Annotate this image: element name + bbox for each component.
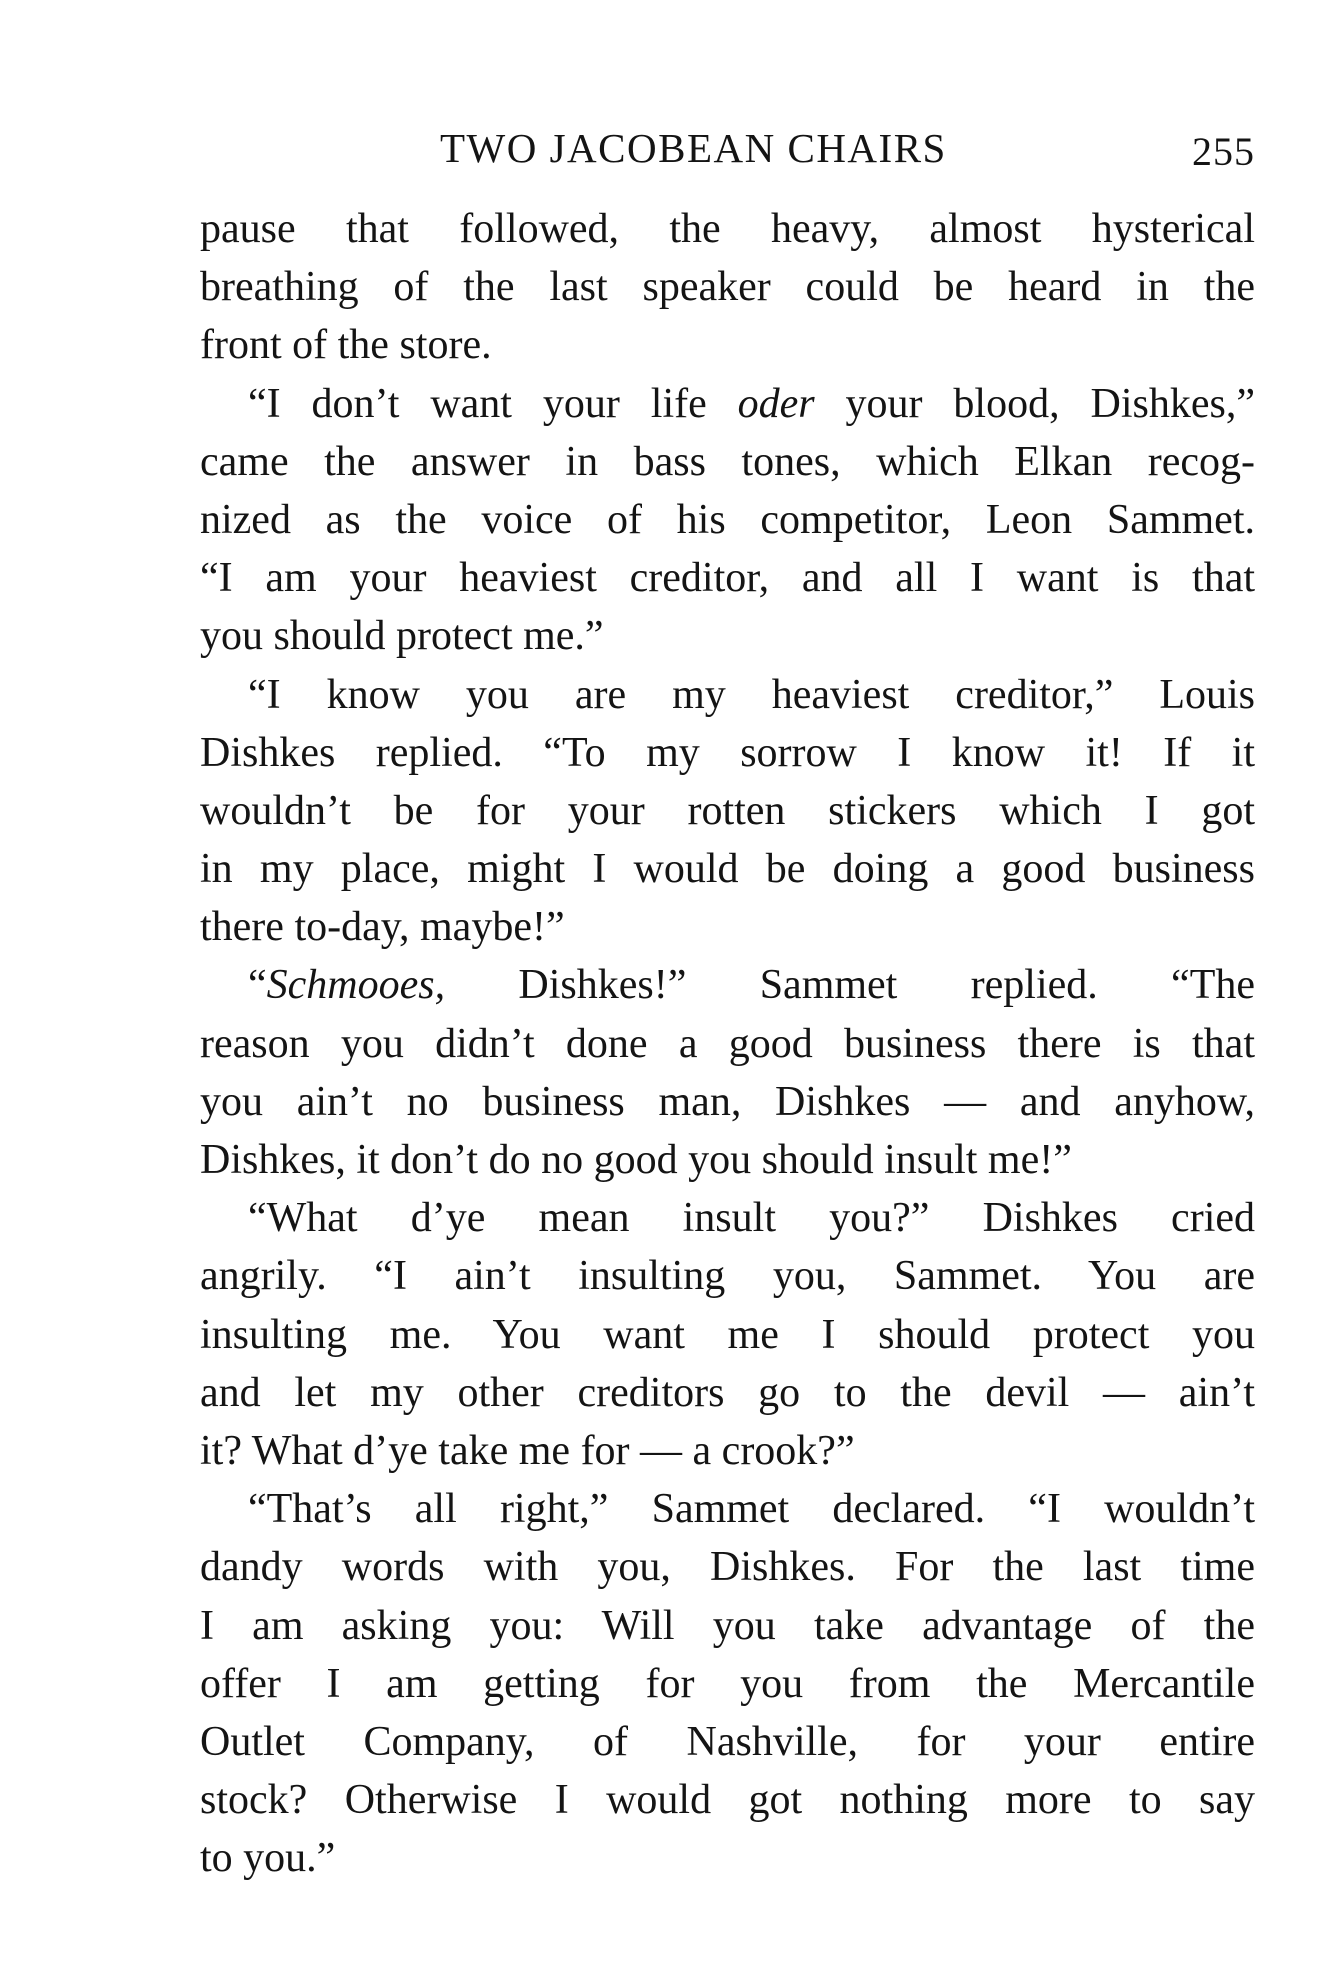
text-line: I am asking you: Will you take advantage of the bbox=[200, 1602, 1255, 1649]
text-line: dandy words with you, Dishkes. For the last time bbox=[200, 1544, 1255, 1591]
body-text bbox=[200, 200, 1255, 1887]
text-line-start: “ bbox=[248, 962, 267, 1009]
text-line: came the answer in bass tones, which Elkan recog- bbox=[200, 438, 1255, 485]
text-line: to you.” bbox=[200, 1835, 336, 1882]
text-line bbox=[200, 375, 1255, 433]
text-line: “What d’ye mean insult you?” Dishkes cried bbox=[248, 1195, 1255, 1242]
text-line: and let my other creditors go to the devil — ain’t bbox=[200, 1369, 1255, 1416]
text-line: stock? Otherwise I would got nothing more to say bbox=[200, 1777, 1255, 1824]
text-line-end: your blood, Dishkes,” bbox=[814, 380, 1255, 427]
running-title: TWO JACOBEAN CHAIRS bbox=[440, 125, 947, 171]
text-line-end: Dishkes!” Sammet replied. “The bbox=[445, 962, 1255, 1009]
text-line: Outlet Company, of Nashville, for your entire bbox=[200, 1718, 1255, 1765]
text-line: reason you didn’t done a good business there is that bbox=[200, 1020, 1255, 1067]
text-line-start: “I don’t want your life bbox=[248, 380, 738, 427]
page-number: 255 bbox=[1192, 129, 1255, 174]
text-line bbox=[200, 956, 1255, 1014]
italic-word: Schmooes, bbox=[266, 962, 446, 1009]
text-line: Dishkes, it don’t do no good you should insult me!” bbox=[200, 1137, 1072, 1183]
text-line: front of the store. bbox=[200, 322, 492, 369]
text-line: it? What d’ye take me for — a crook?” bbox=[200, 1427, 855, 1474]
text-line: there to-day, maybe!” bbox=[200, 904, 565, 951]
text-line: Dishkes replied. “To my sorrow I know it! If it bbox=[200, 729, 1255, 776]
text-line: breathing of the last speaker could be heard in the bbox=[200, 264, 1255, 311]
italic-word: oder bbox=[737, 380, 815, 427]
text-line: “I know you are my heaviest creditor,” Louis bbox=[248, 671, 1255, 718]
text-line: insulting me. You want me I should protect you bbox=[200, 1311, 1255, 1358]
text-line: offer I am getting for you from the Mercantile bbox=[200, 1660, 1255, 1707]
text-line: in my place, might I would be doing a good business bbox=[200, 846, 1255, 893]
text-line: you ain’t no business man, Dishkes — and anyhow, bbox=[200, 1078, 1255, 1125]
text-line: wouldn’t be for your rotten stickers which I got bbox=[200, 787, 1255, 834]
running-head bbox=[200, 118, 1255, 178]
text-line: pause that followed, the heavy, almost hysterical bbox=[200, 206, 1255, 252]
text-line: “I am your heaviest creditor, and all I want is that bbox=[200, 555, 1255, 602]
text-line: angrily. “I ain’t insulting you, Sammet. You are bbox=[200, 1253, 1255, 1300]
text-line: “That’s all right,” Sammet declared. “I wouldn’t bbox=[248, 1486, 1255, 1533]
text-line: you should protect me.” bbox=[200, 613, 604, 660]
text-line: nized as the voice of his competitor, Leon Sammet. bbox=[200, 496, 1255, 543]
